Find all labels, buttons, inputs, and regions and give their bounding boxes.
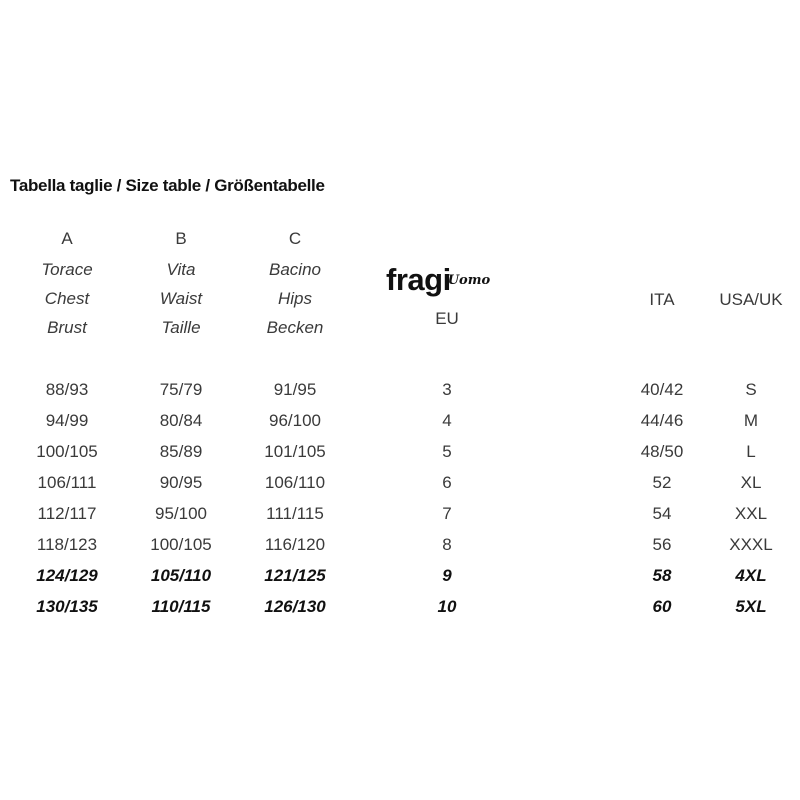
logo-brand-text: fragi — [386, 262, 451, 297]
cell-chest: 88/93 — [45, 380, 89, 399]
cell-waist: 95/100 — [155, 504, 207, 523]
cell-usa-uk: XXL — [734, 504, 768, 523]
col-b-label-en: Waist — [159, 289, 203, 308]
col-a-label-de: Brust — [47, 318, 87, 337]
cell-hips: 116/120 — [264, 535, 326, 554]
cell-waist: 90/95 — [159, 473, 203, 492]
cell-eu: 9 — [442, 566, 452, 585]
cell-ita: 48/50 — [640, 442, 684, 461]
cell-eu: 3 — [442, 380, 452, 399]
logo-script-text: Uomo — [447, 273, 491, 288]
cell-hips: 111/115 — [266, 504, 324, 523]
cell-hips: 96/100 — [269, 411, 321, 430]
col-ita-header: ITA — [649, 290, 675, 309]
col-a-label-en: Chest — [44, 289, 90, 308]
col-c-label-it: Bacino — [269, 260, 321, 279]
size-table-title: Tabella taglie / Size table / Größentabelle — [10, 176, 325, 195]
cell-ita: 58 — [652, 566, 672, 585]
cell-hips: 106/110 — [264, 473, 326, 492]
cell-eu: 10 — [437, 597, 457, 616]
cell-chest: 130/135 — [36, 597, 98, 616]
cell-chest: 118/123 — [36, 535, 98, 554]
cell-hips: 101/105 — [264, 442, 326, 461]
cell-waist: 85/89 — [159, 442, 203, 461]
cell-waist: 100/105 — [150, 535, 212, 554]
col-b-label-de: Taille — [161, 318, 201, 337]
cell-ita: 44/46 — [640, 411, 684, 430]
cell-ita: 56 — [652, 535, 672, 554]
cell-eu: 5 — [442, 442, 452, 461]
cell-chest: 124/129 — [36, 566, 98, 585]
col-b-letter: B — [175, 229, 187, 248]
cell-waist: 105/110 — [150, 566, 212, 585]
cell-usa-uk: L — [746, 442, 756, 461]
cell-chest: 112/117 — [37, 504, 97, 523]
col-c-label-en: Hips — [277, 289, 313, 308]
col-a-label-it: Torace — [41, 260, 93, 279]
cell-waist: 75/79 — [159, 380, 203, 399]
cell-chest: 106/111 — [37, 473, 97, 492]
col-c-letter: C — [288, 229, 302, 248]
cell-usa-uk: S — [745, 380, 757, 399]
col-usa-uk-header: USA/UK — [719, 290, 783, 309]
cell-usa-uk: M — [743, 411, 759, 430]
cell-hips: 126/130 — [264, 597, 326, 616]
cell-ita: 52 — [652, 473, 672, 492]
cell-ita: 40/42 — [640, 380, 684, 399]
col-eu-header: EU — [435, 309, 459, 328]
cell-chest: 94/99 — [45, 411, 89, 430]
col-b-label-it: Vita — [166, 260, 196, 279]
cell-ita: 54 — [652, 504, 672, 523]
cell-ita: 60 — [652, 597, 672, 616]
cell-eu: 4 — [442, 411, 452, 430]
cell-hips: 91/95 — [273, 380, 317, 399]
cell-usa-uk: 5XL — [735, 597, 767, 616]
cell-hips: 121/125 — [264, 566, 326, 585]
cell-eu: 7 — [442, 504, 452, 523]
col-a-letter: A — [61, 229, 73, 248]
cell-eu: 8 — [442, 535, 452, 554]
cell-usa-uk: XL — [740, 473, 762, 492]
cell-chest: 100/105 — [36, 442, 98, 461]
cell-usa-uk: 4XL — [735, 566, 767, 585]
cell-eu: 6 — [442, 473, 452, 492]
cell-waist: 110/115 — [151, 597, 211, 616]
col-c-label-de: Becken — [266, 318, 324, 337]
cell-usa-uk: XXXL — [729, 535, 773, 554]
fragi-uomo-logo — [386, 262, 493, 298]
cell-waist: 80/84 — [159, 411, 203, 430]
